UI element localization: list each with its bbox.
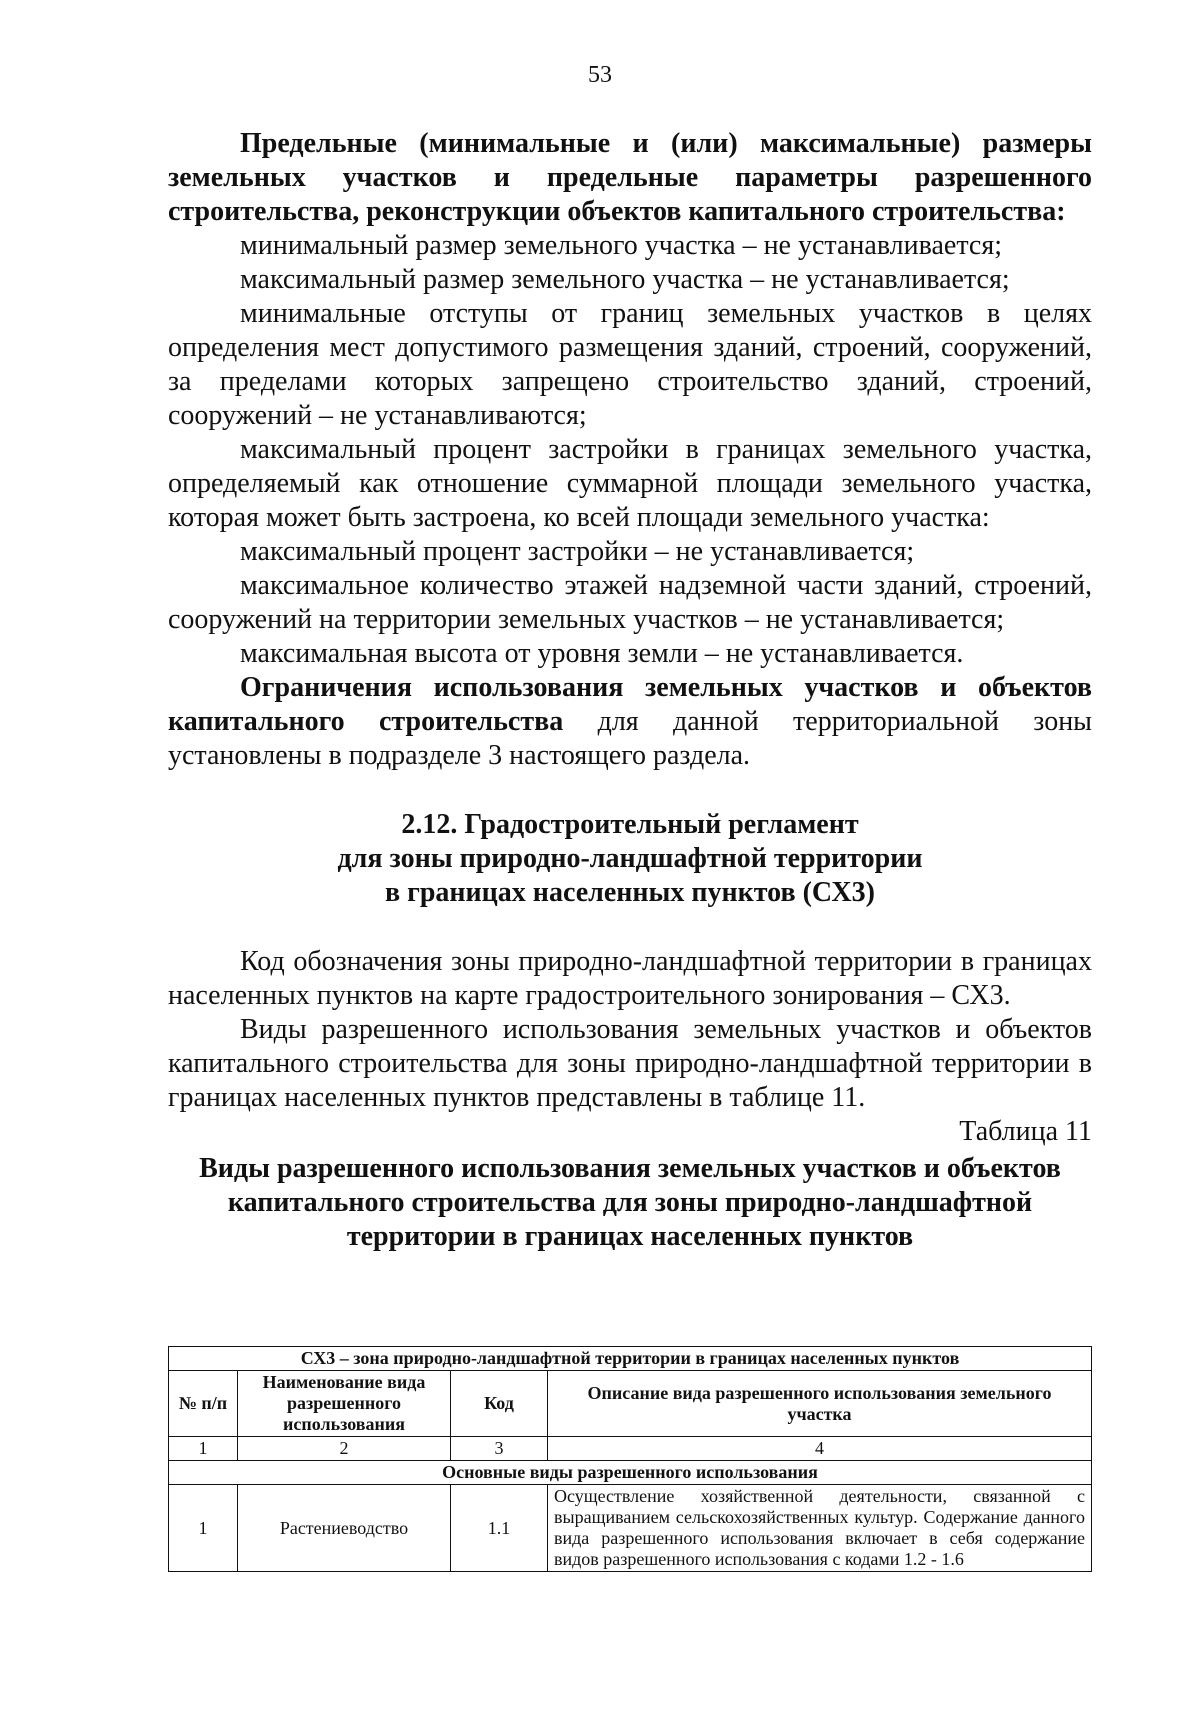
row-num: 1 <box>169 1485 238 1572</box>
row-code: 1.1 <box>451 1485 548 1572</box>
permitted-uses-table <box>168 1346 1092 1572</box>
max-floors: максимальное количество этажей надземной части зданий, строений, сооружений на территории земельных участков – не устанавливается; <box>168 570 1092 635</box>
restrictions-rest: для данной территориальной зоны установлены в подразделе 3 настоящего раздела. <box>168 706 1092 771</box>
uses-paragraph: Виды разрешенного использования земельных участков и объектов капитального строительства для зоны природно-ландшафтной территории в границах населенных пунктов представлены в таблице 11. <box>168 1014 1092 1113</box>
zone-code-paragraph: Код обозначения зоны природно-ландшафтной территории в границах населенных пунктов на карте градостроительного зонирования – СХ3. <box>168 946 1092 1011</box>
header-name: Наименование вида разрешенного использования <box>238 1371 451 1437</box>
max-plot-size: максимальный размер земельного участка – не устанавливается; <box>240 264 1010 295</box>
zone-description-block <box>168 945 1092 1149</box>
table-title-line3: территории в границах населенных пунктов <box>346 1221 914 1252</box>
restrictions-bold: Ограничения использования земельных участков и объектов капитального строительства <box>168 672 1092 737</box>
parameters-block <box>168 127 1092 773</box>
zone-header-cell: СХ3 – зона природно-ландшафтной территории в границах населенных пунктов <box>169 1347 1092 1371</box>
section-heading-line2: для зоны природно-ландшафтной территории <box>337 843 923 874</box>
table-title-line2: капитального строительства для зоны природно-ландшафтной <box>227 1187 1033 1218</box>
max-height: максимальная высота от уровня земли – не устанавливается. <box>240 638 964 669</box>
column-header-row <box>169 1371 1092 1437</box>
table-title-line1: Виды разрешенного использования земельных участков и объектов <box>199 1153 1061 1184</box>
section-heading-line1: 2.12. Градостроительный регламент <box>401 809 859 840</box>
table-title <box>168 1152 1092 1254</box>
table-reference: Таблица 11 <box>959 1116 1092 1147</box>
column-number: 2 <box>238 1437 451 1461</box>
group-main-uses: Основные виды разрешенного использования <box>169 1461 1092 1485</box>
header-code: Код <box>451 1371 548 1437</box>
column-number: 4 <box>548 1437 1092 1461</box>
column-number: 1 <box>169 1437 238 1461</box>
section-heading-line3: в границах населенных пунктов (СХ3) <box>385 877 875 908</box>
max-coverage-definition: максимальный процент застройки в границах земельного участка, определяемый как отношение суммарной площади земельного участка, которая может быть застроена, ко всей площади земельного участка: <box>168 434 1092 533</box>
parameters-heading: Предельные (минимальные и (или) максимальные) размеры земельных участков и предельные параметры разрешенного строительства, реконструкции объектов капитального строительства: <box>168 128 1092 227</box>
column-number-row <box>169 1437 1092 1461</box>
min-plot-size: минимальный размер земельного участка – не устанавливается; <box>240 230 1003 261</box>
min-setbacks: минимальные отступы от границ земельных участков в целях определения мест допустимого размещения зданий, строений, сооружений, за пределами которых запрещено строительство зданий, строений, сооружений – не устанавливаются; <box>168 298 1092 431</box>
page-number: 53 <box>588 62 612 88</box>
zone-header-row <box>169 1347 1092 1371</box>
row-name: Растениеводство <box>238 1485 451 1572</box>
row-desc: Осуществление хозяйственной деятельности, связанной с выращиванием сельскохозяйственных культур. Содержание данного вида разрешенного использования включает в себя содержание видов разрешенного использования с кодами 1.2 - 1.6 <box>548 1485 1092 1572</box>
max-coverage: максимальный процент застройки – не устанавливается; <box>240 536 915 567</box>
column-number: 3 <box>451 1437 548 1461</box>
restrictions-paragraph <box>168 671 1092 773</box>
table-row <box>169 1485 1092 1572</box>
group-header-row <box>169 1461 1092 1485</box>
header-num: № п/п <box>169 1371 238 1437</box>
section-heading <box>168 808 1092 910</box>
header-desc: Описание вида разрешенного использования земельного участка <box>548 1371 1092 1437</box>
